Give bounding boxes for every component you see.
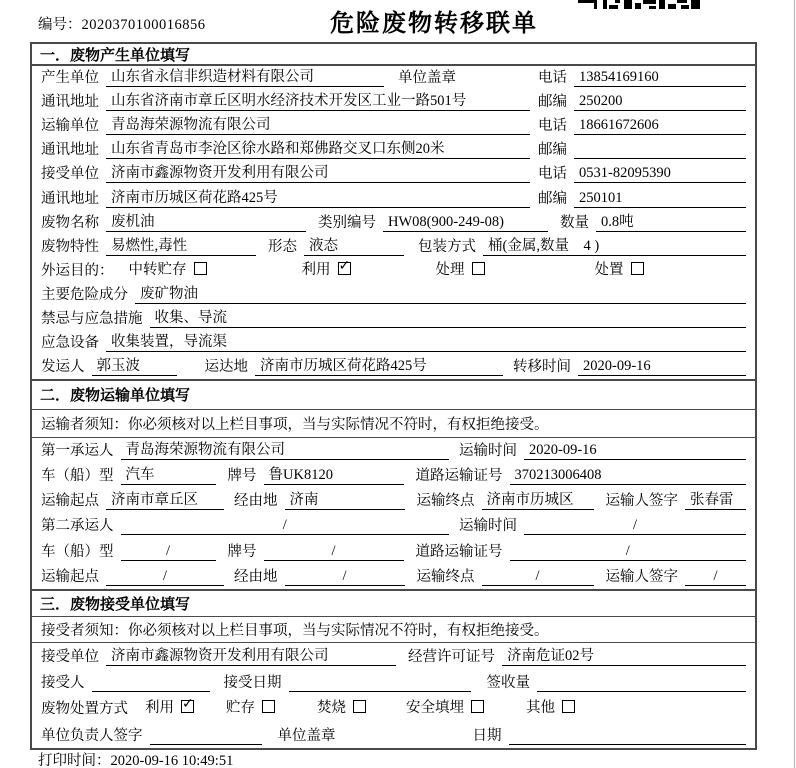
main-hazard-value: 废矿物油	[135, 282, 746, 304]
receiver-person-value	[92, 674, 210, 692]
taboo-measures-label: 禁忌与应急措施	[41, 311, 143, 328]
receive-date-value	[289, 674, 471, 692]
route-end-2-label: 运输终点	[416, 568, 475, 585]
row-disposal-method	[32, 695, 755, 721]
purpose-option-label: 中转贮存	[128, 261, 187, 278]
row-receiver	[32, 162, 755, 186]
transfer-time-value: 2020-09-16	[578, 358, 746, 376]
checkbox-disposal-storage	[262, 700, 275, 713]
carrier-sign-value: 张春雷	[685, 488, 746, 510]
row-route-2	[32, 564, 755, 589]
route-end-2-value: /	[482, 568, 594, 586]
route-start-2-label: 运输起点	[41, 568, 99, 585]
destination-label: 运达地	[204, 359, 248, 376]
transporter-zip-value	[574, 141, 746, 159]
waste-code-value: HW08(900-249-08)	[383, 214, 548, 232]
disposal-option-incinerate	[317, 696, 366, 717]
row-transporter-address	[32, 138, 755, 162]
sign-date-value	[509, 727, 747, 745]
purpose-option-dispose	[595, 258, 644, 279]
row-taboo-measures	[32, 307, 755, 331]
receiver-value: 济南市鑫源物资开发利用有限公司	[106, 161, 530, 183]
row-route-1	[32, 488, 755, 513]
responsible-sign-label: 单位负责人签字	[41, 727, 143, 744]
checkbox-disposal-utilize	[181, 700, 194, 713]
transport-time-2-label: 运输时间	[459, 518, 517, 535]
producer-address-value: 山东省济南市章丘区明水经济技术开发区工业一路501号	[106, 89, 530, 111]
row-responsible-sign	[32, 721, 755, 747]
waste-qty-label: 数量	[560, 214, 589, 231]
first-carrier-value: 青岛海荣源物流有限公司	[121, 438, 450, 460]
page-title: 危险废物转移联单	[330, 11, 538, 37]
disposal-option-storage	[226, 696, 275, 717]
emergency-equipment-label: 应急设备	[41, 335, 99, 352]
transporter-address-label: 通讯地址	[41, 142, 99, 159]
waste-pack-label: 包装方式	[418, 238, 476, 255]
producer-zip-value: 250200	[574, 93, 746, 111]
disposal-option-landfill	[406, 696, 484, 717]
route-via-2-value: /	[285, 568, 405, 586]
transporter-zip-label: 邮编	[538, 142, 567, 159]
transporter-label: 运输单位	[41, 118, 99, 135]
first-carrier-label: 第一承运人	[41, 442, 114, 459]
license-value: 济南危证02号	[502, 644, 746, 666]
producer-zip-label: 邮编	[538, 94, 567, 111]
vehicle-type-2-label: 车（船）型	[41, 543, 114, 560]
disposal-option-other	[526, 696, 575, 717]
shipper-value: 郭玉波	[92, 354, 177, 376]
producer-value: 山东省永信非织造材料有限公司	[106, 65, 384, 87]
waste-name-value: 废机油	[106, 210, 306, 232]
second-carrier-value: /	[121, 517, 450, 535]
section-receiver	[32, 589, 755, 748]
receiver-label: 接受单位	[41, 166, 99, 183]
emergency-equipment-value: 收集装置，导流渠	[106, 330, 746, 352]
producer-label: 产生单位	[41, 70, 99, 87]
carrier-sign-label: 运输人签字	[605, 493, 678, 510]
row-vehicle-2	[32, 538, 755, 563]
print-time	[38, 749, 233, 768]
disposal-option-label: 安全填埋	[406, 700, 464, 717]
waste-traits-value: 易燃性,毒性	[106, 234, 256, 256]
checkbox-transit-storage	[194, 262, 207, 275]
checkbox-disposal-incinerate	[353, 700, 366, 713]
plate-label: 牌号	[227, 468, 257, 485]
waste-qty-value: 0.8吨	[596, 210, 746, 232]
carrier-sign-2-label: 运输人签字	[605, 568, 678, 585]
row-emergency-equipment	[32, 331, 755, 355]
purpose-option-treat	[436, 258, 485, 279]
route-via-2-label: 经由地	[234, 568, 278, 585]
print-time-label: 打印时间：	[38, 753, 111, 768]
transporter-value: 青岛海荣源物流有限公司	[106, 113, 530, 135]
sign-date-label: 日期	[472, 727, 502, 744]
serial-label: 编号：	[38, 17, 82, 33]
route-via-value: 济南	[285, 488, 405, 510]
vehicle-type-value: 汽车	[121, 463, 216, 485]
receiver-phone-label: 电话	[538, 166, 567, 183]
waste-name-label: 废物名称	[41, 214, 99, 231]
route-start-2-value: /	[106, 568, 224, 586]
receive-date-label: 接受日期	[223, 675, 282, 692]
checkbox-disposal-landfill	[471, 700, 484, 713]
receiver-address-value: 济南市历城区荷花路425号	[106, 186, 530, 208]
license-label: 经营许可证号	[408, 649, 495, 666]
route-end-value: 济南市历城区	[482, 488, 594, 510]
purpose-option-label: 利用	[301, 261, 331, 278]
waste-traits-label: 废物特性	[41, 238, 99, 255]
signed-qty-value	[537, 674, 746, 692]
print-time-value: 2020-09-16 10:49:51	[110, 753, 234, 768]
route-start-label: 运输起点	[41, 493, 99, 510]
producer-seal-label: 单位盖章	[398, 70, 456, 87]
row-receiver-address	[32, 186, 755, 210]
waste-form-label: 形态	[268, 238, 297, 255]
row-transfer-purpose	[32, 259, 755, 283]
row-first-carrier	[32, 438, 755, 463]
taboo-measures-value: 收集、导流	[150, 306, 747, 328]
serial-value: 2020370100016856	[81, 17, 206, 33]
receiver-notice: 接受者须知：你必须核对以上栏目事项，当与实际情况不符时，有权拒绝接受。	[32, 617, 755, 643]
shipper-label: 发运人	[41, 359, 85, 376]
checkbox-disposal-other	[562, 700, 575, 713]
waste-form-value: 液态	[304, 234, 404, 256]
row-transporter	[32, 114, 755, 138]
purpose-option-transit-storage	[129, 258, 207, 279]
row-waste-traits	[32, 235, 755, 259]
row-second-carrier	[32, 513, 755, 538]
disposal-option-label: 利用	[145, 700, 174, 717]
road-permit-2-value: /	[510, 543, 747, 561]
producer-address-label: 通讯地址	[41, 94, 99, 111]
section-producer-header: 一．废物产生单位填写	[32, 44, 755, 66]
disposal-option-label: 焚烧	[317, 700, 346, 717]
transport-time-value: 2020-09-16	[524, 442, 746, 460]
plate-2-value: /	[264, 543, 404, 561]
disposal-option-utilize	[145, 696, 194, 717]
row-producer-address	[32, 90, 755, 114]
disposal-method-label: 废物处置方式	[41, 701, 128, 718]
serial-number	[38, 13, 206, 34]
plate-value: 鲁UK8120	[264, 463, 404, 485]
row-vehicle-1	[32, 463, 755, 488]
unit-seal-label: 单位盖章	[277, 727, 336, 744]
producer-phone-label: 电话	[538, 70, 567, 87]
road-permit-label: 道路运输证号	[415, 468, 503, 485]
receiver-person-label: 接受人	[41, 675, 85, 692]
row-receiving-unit	[32, 643, 755, 669]
receiver-zip-label: 邮编	[538, 190, 567, 207]
disposal-option-label: 其他	[526, 700, 555, 717]
producer-phone-value: 13854169160	[574, 69, 746, 87]
section-transporter	[32, 379, 755, 589]
row-waste-name	[32, 211, 755, 235]
road-permit-value: 370213006408	[510, 467, 747, 485]
row-main-hazard	[32, 283, 755, 307]
section-receiver-header: 三．废物接受单位填写	[32, 591, 755, 618]
receiver-address-label: 通讯地址	[41, 190, 99, 207]
transport-time-2-value: /	[524, 517, 746, 535]
plate-2-label: 牌号	[227, 543, 257, 560]
vehicle-type-label: 车（船）型	[41, 468, 114, 485]
transfer-time-label: 转移时间	[513, 359, 571, 376]
destination-value: 济南市历城区荷花路425号	[255, 354, 503, 376]
transport-time-label: 运输时间	[459, 442, 517, 459]
transfer-purpose-label: 外运目的：	[41, 262, 114, 279]
checkbox-treat	[472, 262, 485, 275]
receiver-phone-value: 0531-82095390	[574, 165, 746, 183]
waste-pack-value: 桶(金属,数量 4 )	[483, 234, 746, 256]
page-edge-line	[794, 0, 795, 768]
vehicle-type-2-value: /	[121, 543, 216, 561]
route-start-value: 济南市章丘区	[106, 488, 224, 510]
main-hazard-label: 主要危险成分	[41, 286, 128, 303]
receiving-unit-label: 接受单位	[41, 649, 99, 666]
qr-code-fragment-icon	[578, 0, 700, 11]
road-permit-2-label: 道路运输证号	[415, 543, 503, 560]
section-transporter-header: 二．废物运输单位填写	[32, 381, 755, 410]
route-via-label: 经由地	[234, 493, 278, 510]
row-shipper	[32, 355, 755, 379]
second-carrier-label: 第二承运人	[41, 518, 114, 535]
responsible-sign-value	[150, 727, 262, 745]
route-end-label: 运输终点	[416, 493, 475, 510]
disposal-option-label: 贮存	[226, 700, 255, 717]
row-receiver-person	[32, 669, 755, 695]
transporter-notice: 运输者须知：你必须核对以上栏目事项，当与实际情况不符时，有权拒绝接受。	[32, 410, 755, 438]
transporter-phone-label: 电话	[538, 118, 567, 135]
receiving-unit-value: 济南市鑫源物资开发利用有限公司	[106, 644, 396, 666]
manifest-table	[30, 42, 757, 750]
checkbox-utilize	[338, 262, 351, 275]
signed-qty-label: 签收量	[486, 675, 530, 692]
transporter-address-value: 山东省青岛市李沧区徐水路和郑佛路交叉口东侧20米	[106, 137, 530, 159]
checkbox-dispose	[631, 262, 644, 275]
purpose-option-utilize	[302, 258, 351, 279]
carrier-sign-2-value: /	[685, 568, 746, 586]
receiver-zip-value: 250101	[574, 190, 746, 208]
section-producer	[32, 44, 755, 379]
purpose-option-label: 处置	[594, 261, 624, 278]
transporter-phone-value: 18661672606	[574, 117, 746, 135]
purpose-option-label: 处理	[435, 261, 465, 278]
waste-code-label: 类别编号	[318, 214, 376, 231]
row-producer	[32, 66, 755, 90]
